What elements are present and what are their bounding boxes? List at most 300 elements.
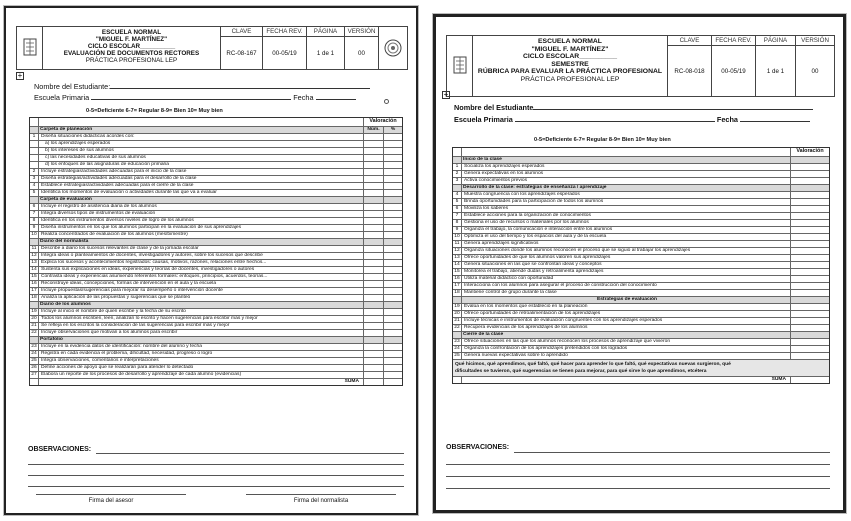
row-number: 23 [453, 339, 462, 345]
row-number [453, 185, 462, 191]
table-row [453, 268, 829, 275]
row-text: Todos los alumnos escriben, leen, analizan lo escrito y hacen sugerencias para escribir más y mejor [39, 316, 364, 322]
row-number: 10 [30, 232, 39, 238]
pagina-value: 1 de 1 [766, 67, 785, 75]
sig-asesor: Firma del asesor [88, 498, 134, 504]
table-row [30, 371, 402, 378]
score-pct-cell[interactable] [384, 295, 402, 301]
score-num-cell[interactable] [364, 169, 384, 175]
section-row [30, 196, 402, 203]
row-text: Incluye estrategias/actividades adecuadas para el inicio de la clase [39, 169, 364, 175]
table-row [453, 254, 829, 261]
row-text: Cierre de la clase [462, 332, 791, 338]
table-row [30, 315, 402, 322]
row-text: Monitorea el trabajo, atiende dudas y retroalimenta aprendizajes [462, 269, 791, 275]
table-row [30, 140, 402, 147]
row-number [30, 155, 39, 161]
score-cell[interactable] [791, 283, 829, 289]
obs-line[interactable] [446, 476, 830, 477]
row-number: 4 [30, 183, 39, 189]
row-number [453, 157, 462, 163]
score-num-cell[interactable] [364, 288, 384, 294]
obs-line[interactable] [28, 475, 404, 476]
score-pct-cell[interactable] [384, 183, 402, 189]
table-row [30, 287, 402, 294]
score-pct-cell[interactable] [384, 218, 402, 224]
score-pct-cell [384, 239, 402, 245]
row-number: 22 [453, 325, 462, 331]
score-num-cell[interactable] [364, 232, 384, 238]
header-title [473, 36, 668, 96]
table-row [453, 198, 829, 205]
score-num-cell[interactable] [364, 253, 384, 259]
row-text: Incluye el registro de asistencia diaria de los alumnos [39, 204, 364, 210]
score-pct-cell[interactable] [384, 176, 402, 182]
row-text: Sustenta sus explicaciones en ideas, experiencias y teorías de docentes, investigadores o autores [39, 267, 364, 273]
row-text: c) las necesidades educativas de sus alumnos [39, 155, 364, 161]
score-cell[interactable] [791, 248, 829, 254]
score-num-cell[interactable] [364, 148, 384, 154]
row-text: Registra en cada evidencia el problema, dificultad, necesidad, progreso o logro [39, 351, 364, 357]
row-text: Establece acciones para la organización de conocimientos [462, 213, 791, 219]
header-table [16, 26, 408, 70]
score-cell[interactable] [791, 311, 829, 317]
row-text: Diseña situaciones didácticas acordes con: [39, 134, 364, 140]
score-pct-cell[interactable] [384, 204, 402, 210]
table-row [453, 317, 829, 324]
row-number: 15 [30, 274, 39, 280]
score-cell[interactable] [791, 339, 829, 345]
score-cell[interactable] [791, 164, 829, 170]
row-text: Reconstruye ideas, concepciones, formas de intervención en el aula y la escuela [39, 281, 364, 287]
row-text: Genera situaciones en las que se confrontan ideas y conceptos [462, 262, 791, 268]
score-cell[interactable] [791, 262, 829, 268]
row-number [453, 297, 462, 303]
table-row [453, 163, 829, 170]
row-number: 25 [453, 353, 462, 359]
row-number: 16 [30, 281, 39, 287]
row-text: Muestra congruencia con los aprendizajes esperados [462, 192, 791, 198]
row-number: 15 [453, 269, 462, 275]
expand-icon[interactable]: + [17, 71, 23, 80]
table-row [30, 266, 402, 273]
school-name: ESCUELA NORMAL [101, 29, 162, 36]
row-text: Genera nuevas expectativas sobre lo aprendido [462, 353, 791, 359]
section-row [453, 184, 829, 191]
score-pct-cell[interactable] [384, 309, 402, 315]
row-number: 24 [453, 346, 462, 352]
reflection-text [453, 359, 829, 376]
score-pct-cell[interactable] [384, 162, 402, 168]
score-cell[interactable] [791, 318, 829, 324]
row-number: 22 [30, 330, 39, 336]
table-row [30, 224, 402, 231]
row-number: 7 [30, 211, 39, 217]
row-text: Activa conocimientos previos [462, 178, 791, 184]
table-row [30, 343, 402, 350]
school-cycle: CICLO ESCOLAR__________ [87, 43, 176, 51]
score-cell[interactable] [791, 346, 829, 352]
num-cell [30, 127, 39, 133]
row-text: Se refleja en los escritos la consideración de las sugerencias para escribir más y mejor [39, 323, 364, 329]
row-text: Incluye propuestas/sugerencias para mejorar su desempeño o intervención docente [39, 288, 364, 294]
row-number: 20 [453, 311, 462, 317]
score-pct-cell[interactable] [384, 344, 402, 350]
score-cell[interactable] [791, 213, 829, 219]
suma-row [30, 378, 402, 385]
observaciones-label: OBSERVACIONES: [446, 444, 510, 451]
row-number: 9 [453, 227, 462, 233]
score-num-cell[interactable] [364, 344, 384, 350]
row-text: Interacciona con los alumnos para asegurar el proceso de construcción del conocimiento [462, 283, 791, 289]
score-num-cell[interactable] [364, 281, 384, 287]
row-text: Contrasta ideas y experiencias asumiendo referentes formales: enfoques, principios, acuerdos, teorías... [39, 274, 364, 280]
row-text: Elabora un reporte de los procesos de desarrollo y aprendizaje de cada alumno (evidencias) [39, 372, 364, 378]
score-cell[interactable] [791, 255, 829, 261]
score-num-cell[interactable] [364, 295, 384, 301]
score-cell [791, 332, 829, 338]
row-text: Diario del normalista [39, 239, 364, 245]
row-text: Optimiza el uso del tiempo y los espacios del aula y de la escuela [462, 234, 791, 240]
row-text: Desarrollo de la clase: estrategias de enseñanza / aprendizaje [462, 185, 791, 191]
score-pct-cell[interactable] [384, 232, 402, 238]
score-num-cell[interactable] [364, 316, 384, 322]
obs-line[interactable] [28, 464, 404, 465]
score-num-cell[interactable] [364, 365, 384, 371]
score-cell[interactable] [791, 199, 829, 205]
row-number: 26 [30, 365, 39, 371]
school-crest-icon [17, 27, 43, 69]
score-cell[interactable] [791, 377, 829, 383]
row-text: SUMA [39, 379, 364, 385]
row-text: Integra diversos tipos de instrumentos de evaluación [39, 211, 364, 217]
reflection-line: Qué hicimos, qué aprendimos, qué faltó, qué hacer para aprender lo que faltó, qué expectativas nuevas surgieron, qué [455, 362, 731, 367]
row-text: Ofrece oportunidades de retroalimentación de los aprendizajes [462, 311, 791, 317]
section-cell: Carpeta de planeación [39, 127, 364, 133]
score-num-cell[interactable] [364, 274, 384, 280]
fecha-col [263, 27, 307, 69]
version-value: 00 [811, 67, 819, 75]
score-pct-cell[interactable] [384, 141, 402, 147]
score-num-cell[interactable] [364, 204, 384, 210]
score-num-cell[interactable] [364, 351, 384, 357]
row-number: 9 [30, 225, 39, 231]
clave-label: CLAVE [221, 27, 262, 37]
score-pct-cell[interactable] [384, 288, 402, 294]
row-number: 1 [453, 164, 462, 170]
row-text: SUMA [462, 377, 791, 383]
doc-title: EVALUACIÓN DE DOCUMENTOS RECTORES [63, 50, 200, 58]
row-number: 13 [453, 255, 462, 261]
clave-col [668, 36, 712, 96]
row-number [30, 197, 39, 203]
score-cell[interactable] [791, 353, 829, 359]
row-text: Diario de los alumnos [39, 302, 364, 308]
row-text: a) los aprendizajes esperados [39, 141, 364, 147]
header-table [446, 35, 835, 97]
row-text: Realiza concentrados de evaluación de los alumnos (mes/bimestre) [39, 232, 364, 238]
table-row [30, 280, 402, 287]
obs-line[interactable] [446, 464, 830, 465]
table-row [30, 357, 402, 364]
table-row [30, 364, 402, 371]
score-pct-cell[interactable] [384, 169, 402, 175]
score-cell[interactable] [791, 325, 829, 331]
score-pct-cell[interactable] [384, 379, 402, 385]
row-number: 21 [453, 318, 462, 324]
score-num-cell[interactable] [364, 141, 384, 147]
row-number: 27 [30, 372, 39, 378]
score-num-cell[interactable] [364, 330, 384, 336]
table-row [453, 170, 829, 177]
section-row [30, 336, 402, 343]
table-row [453, 324, 829, 331]
row-number: 18 [453, 290, 462, 296]
score-cell [791, 297, 829, 303]
score-num-cell[interactable] [364, 309, 384, 315]
table-subheader [30, 126, 402, 133]
score-num-cell[interactable] [364, 211, 384, 217]
score-cell[interactable] [791, 241, 829, 247]
row-number: 20 [30, 316, 39, 322]
date-label: Fecha [716, 115, 738, 124]
row-text: Explica los sucesos y acontecimientos registrados: causas, motivos, razones, relaciones entre hechos... [39, 260, 364, 266]
sheet-documentos-rectores [4, 6, 418, 515]
row-number: 14 [30, 267, 39, 273]
rating-scale: 0-5=Deficiente 6-7= Regular 8-9= Bien 10= Muy bien [534, 137, 671, 143]
row-number [30, 162, 39, 168]
score-num-cell[interactable] [364, 190, 384, 196]
row-text: Genera expectativas en los alumnos [462, 171, 791, 177]
school-field[interactable] [34, 93, 356, 102]
score-cell[interactable] [791, 290, 829, 296]
obs-line[interactable] [514, 452, 830, 453]
score-pct-cell[interactable] [384, 358, 402, 364]
score-num-cell[interactable] [364, 183, 384, 189]
score-num-cell[interactable] [364, 218, 384, 224]
row-text: Define acciones de apoyo que se realizarán para atender lo detectado [39, 365, 364, 371]
row-text: Evalúa en los momentos que estableció en la planeación [462, 304, 791, 310]
row-number: 6 [453, 206, 462, 212]
score-num-cell[interactable] [364, 379, 384, 385]
table-row [453, 282, 829, 289]
score-cell[interactable] [791, 269, 829, 275]
row-text: Organiza el trabajo, la comunicación e interacción entre los alumnos [462, 227, 791, 233]
student-name-field[interactable] [34, 82, 370, 91]
score-num-cell[interactable] [364, 323, 384, 329]
score-cell[interactable] [791, 234, 829, 240]
row-number: 1 [30, 134, 39, 140]
score-pct-cell[interactable] [384, 134, 402, 140]
score-num-cell[interactable] [364, 134, 384, 140]
row-text: Utiliza material didáctico con oportunidad [462, 276, 791, 282]
score-pct-cell [384, 302, 402, 308]
table-header [30, 118, 402, 126]
obs-line[interactable] [96, 453, 404, 454]
row-text: Estrategias de evaluación [462, 297, 791, 303]
score-num-cell[interactable] [364, 267, 384, 273]
semestre-label: SEMESTRE [551, 60, 589, 68]
table-row [30, 231, 402, 238]
row-text: Mantiene control de grupo durante la clase [462, 290, 791, 296]
score-pct-cell[interactable] [384, 267, 402, 273]
row-text: Carpeta de evaluación [39, 197, 364, 203]
school-field[interactable] [454, 115, 810, 124]
school-label: Escuela Primaria [454, 115, 513, 124]
row-text: Organiza situaciones donde los alumnos reconocen el proceso que se siguió al trabajar los aprendizajes [462, 248, 791, 254]
section-row [30, 238, 402, 245]
student-name-field[interactable] [454, 103, 813, 112]
row-number: 5 [30, 190, 39, 196]
table-row [453, 226, 829, 233]
score-pct-cell[interactable] [384, 155, 402, 161]
row-number: 12 [30, 253, 39, 259]
row-text: Ofrece situaciones en las que los alumnos reconocen los procesos de aprendizaje que vivieron [462, 339, 791, 345]
seal-icon [379, 27, 407, 69]
row-text: Portafolio [39, 337, 364, 343]
student-name-label: Nombre del Estudiante: [34, 82, 111, 91]
score-num-cell[interactable] [364, 176, 384, 182]
obs-line[interactable] [28, 486, 404, 487]
score-num-cell [364, 302, 384, 308]
pagina-col [307, 27, 345, 69]
score-cell[interactable] [791, 178, 829, 184]
score-pct-cell[interactable] [384, 330, 402, 336]
score-num-cell[interactable] [364, 260, 384, 266]
row-text: b) los intereses de sus alumnos [39, 148, 364, 154]
score-cell[interactable] [791, 171, 829, 177]
score-pct-cell[interactable] [384, 253, 402, 259]
score-num-cell[interactable] [364, 246, 384, 252]
row-number [30, 141, 39, 147]
table-row [453, 240, 829, 247]
table-row [30, 252, 402, 259]
score-pct-cell[interactable] [384, 351, 402, 357]
row-number: 19 [453, 304, 462, 310]
row-number: 11 [453, 241, 462, 247]
school-name: ESCUELA NORMAL [538, 38, 602, 45]
row-number: 19 [30, 309, 39, 315]
row-text: Incluye al inicio el nombre de quien escribe y la fecha de su escrito [39, 309, 364, 315]
sheet-rubrica-practica [433, 14, 846, 513]
score-pct-cell[interactable] [384, 281, 402, 287]
score-num-cell[interactable] [364, 162, 384, 168]
score-num-cell[interactable] [364, 155, 384, 161]
table-row [30, 147, 402, 154]
row-number: 4 [453, 192, 462, 198]
expand-icon[interactable]: + [443, 90, 449, 99]
sig-line-normalista[interactable] [246, 494, 396, 495]
section-row [453, 296, 829, 303]
row-number: 17 [453, 283, 462, 289]
row-number: 10 [453, 234, 462, 240]
score-pct-cell[interactable] [384, 211, 402, 217]
table-row [453, 338, 829, 345]
row-text: Socializa los aprendizajes esperados [462, 164, 791, 170]
row-number: 3 [30, 176, 39, 182]
table-row [453, 352, 829, 359]
table-row [30, 329, 402, 336]
score-cell[interactable] [791, 192, 829, 198]
table-row [453, 303, 829, 310]
score-num-cell [364, 239, 384, 245]
score-cell[interactable] [791, 276, 829, 282]
score-pct-cell[interactable] [384, 260, 402, 266]
section-row [453, 331, 829, 338]
table-row [30, 203, 402, 210]
table-row [30, 308, 402, 315]
sig-normalista: Firma del normalista [293, 498, 349, 504]
table-row [30, 294, 402, 301]
sig-line-asesor[interactable] [36, 494, 186, 495]
row-text: Ofrece oportunidades de que los alumnos valoren sus aprendizajes [462, 255, 791, 261]
score-num-cell[interactable] [364, 358, 384, 364]
table-row [453, 275, 829, 282]
score-pct-cell[interactable] [384, 148, 402, 154]
fecha-value: 00-05/19 [272, 49, 297, 57]
score-pct-cell[interactable] [384, 274, 402, 280]
row-number [453, 377, 462, 383]
row-number [30, 239, 39, 245]
score-pct-cell [384, 337, 402, 343]
score-cell[interactable] [791, 227, 829, 233]
score-cell [791, 157, 829, 163]
score-pct-cell[interactable] [384, 365, 402, 371]
row-number: 2 [30, 169, 39, 175]
clave-value: RC-08-018 [674, 67, 705, 75]
row-text: Incluye observaciones que motivan a los alumnos para escribir [39, 330, 364, 336]
row-text: Describe a diario los sucesos relevantes de clase y de la jornada escolar [39, 246, 364, 252]
score-pct-cell[interactable] [384, 190, 402, 196]
clave-col [221, 27, 263, 69]
row-number: 18 [30, 295, 39, 301]
score-pct-cell[interactable] [384, 372, 402, 378]
pagina-label: PÁGINA [756, 36, 795, 46]
score-cell[interactable] [791, 304, 829, 310]
version-label: VERSIÓN [796, 36, 834, 46]
section-row [30, 301, 402, 308]
row-text: Moviliza los saberes [462, 206, 791, 212]
row-number [30, 302, 39, 308]
row-number: 14 [453, 262, 462, 268]
obs-line[interactable] [446, 488, 830, 489]
row-text: Identifica los momentos de evaluación o actividades durante las que va a evaluar [39, 190, 364, 196]
score-cell[interactable] [791, 206, 829, 212]
score-pct-cell[interactable] [384, 323, 402, 329]
observaciones-label: OBSERVACIONES: [28, 446, 92, 453]
version-label: VERSIÓN [345, 27, 378, 37]
score-cell[interactable] [791, 220, 829, 226]
row-text: Recupera evidencias de los aprendizajes de los alumnos [462, 325, 791, 331]
fecha-col [712, 36, 756, 96]
score-num-cell[interactable] [364, 225, 384, 231]
table-row [30, 245, 402, 252]
score-pct-cell[interactable] [384, 316, 402, 322]
rating-scale: 0-5=Deficiente 6-7= Regular 8-9= Bien 10= Muy bien [86, 108, 223, 114]
score-num-cell[interactable] [364, 372, 384, 378]
score-num-cell [364, 337, 384, 343]
row-number: 25 [30, 358, 39, 364]
row-text: d) los enfoques de las asignaturas de educación primaria [39, 162, 364, 168]
fecha-value: 00-05/19 [721, 67, 746, 75]
score-pct-cell[interactable] [384, 246, 402, 252]
table-row [453, 310, 829, 317]
score-pct-cell[interactable] [384, 225, 402, 231]
row-text: Integra ideas o planteamientos de docentes, investigadores y autores, sobre los sucesos que describe [39, 253, 364, 259]
row-text: Gestiona el uso de recursos o materiales por los alumnos [462, 220, 791, 226]
row-number: 3 [453, 178, 462, 184]
radio-icon[interactable] [384, 99, 389, 104]
